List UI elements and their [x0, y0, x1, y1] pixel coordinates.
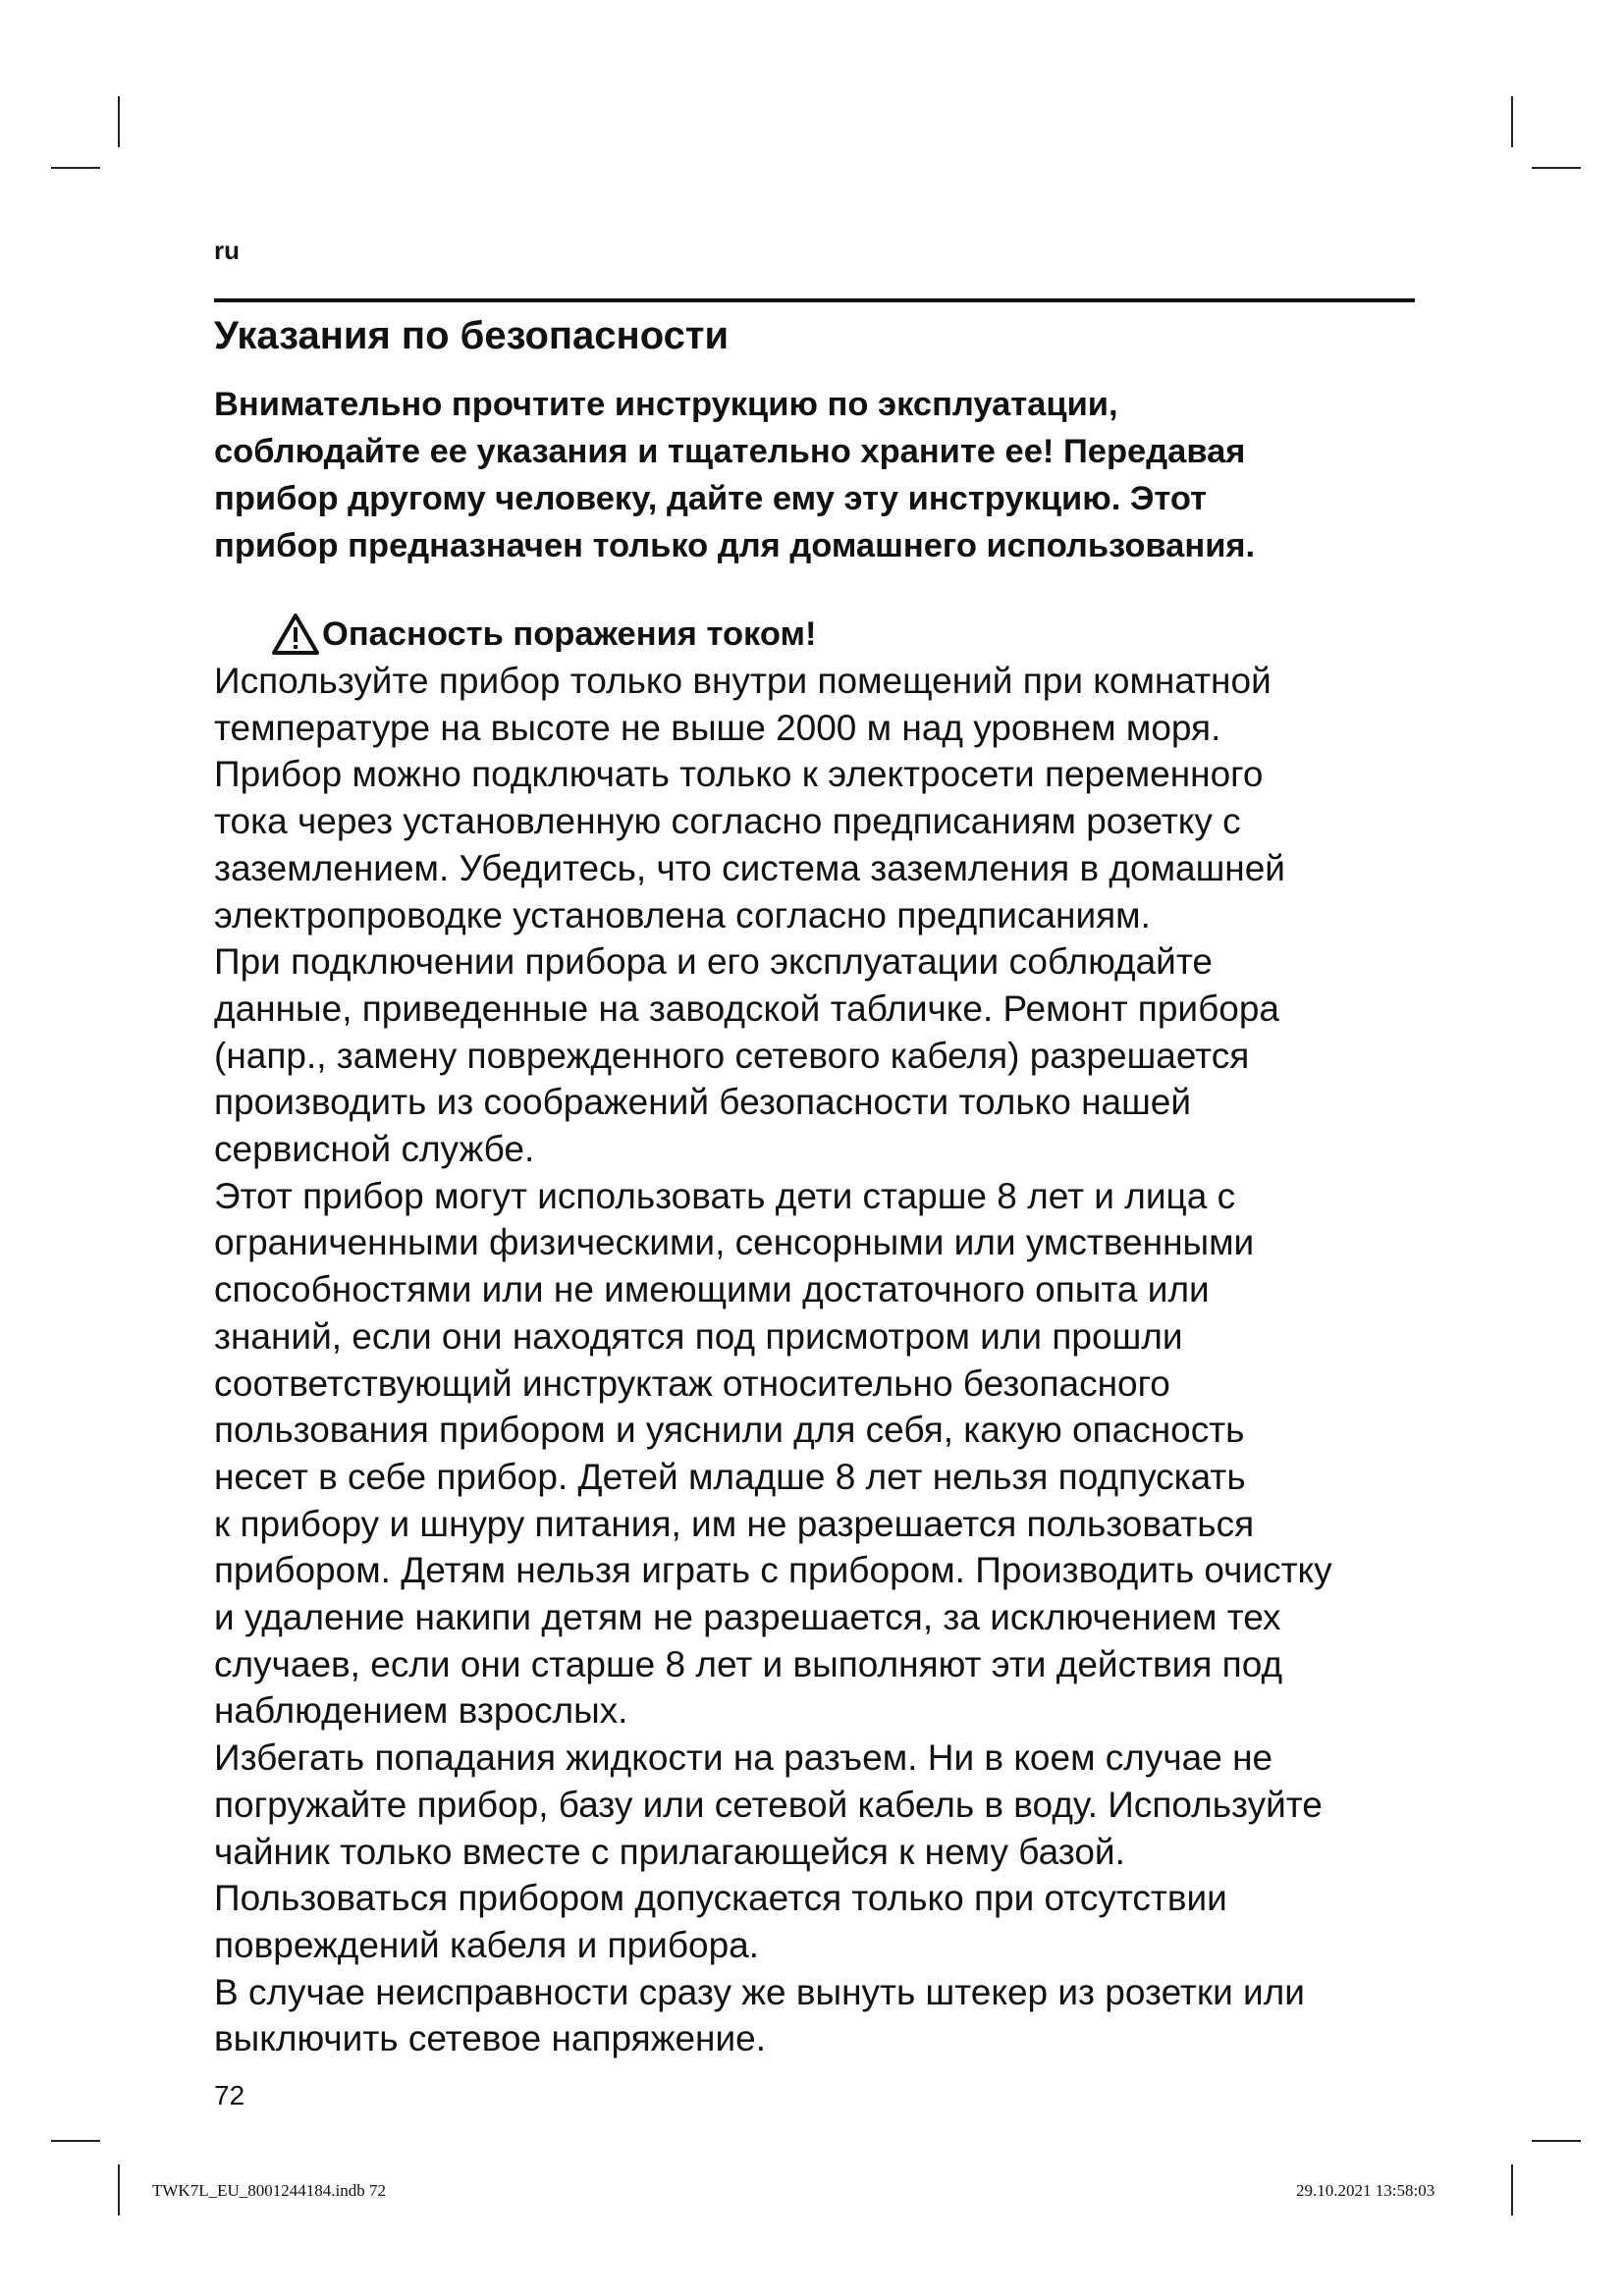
header-rule — [214, 298, 1415, 302]
body-line: Этот прибор могут использовать дети старше 8 лет и лица с — [214, 1175, 1236, 1216]
warning-heading — [271, 611, 816, 658]
warning-triangle-icon — [271, 613, 320, 656]
intro-paragraph — [214, 381, 1432, 569]
body-line: повреждений кабеля и прибора. — [214, 1924, 760, 1965]
crop-mark-top-left-vertical — [118, 96, 120, 147]
crop-mark-bottom-left-vertical — [118, 2164, 120, 2216]
language-tag: ru — [214, 236, 240, 265]
body-line: сервисной службе. — [214, 1129, 535, 1170]
body-line: Избегать попадания жидкости на разъем. Ни в коем случае не — [214, 1737, 1273, 1779]
body-line: и удаление накипи детям не разрешается, за исключением тех — [214, 1597, 1281, 1638]
warning-text: Опасность поражения током! — [322, 615, 817, 653]
body-line: погружайте прибор, базу или сетевой кабель в воду. Используйте — [214, 1784, 1323, 1825]
body-line: к прибору и шнуру питания, им не разрешается пользоваться — [214, 1503, 1255, 1544]
body-line: чайник только вместе с прилагающейся к нему базой. — [214, 1831, 1125, 1872]
page-number: 72 — [214, 2080, 245, 2110]
body-line: тока через установленную согласно предписаниям розетку с — [214, 801, 1241, 842]
footer-timestamp: 29.10.2021 13:58:03 — [1296, 2181, 1435, 2200]
crop-mark-top-left-horizontal — [51, 167, 100, 169]
intro-line: Внимательно прочтите инструкцию по эксплуатации, — [214, 386, 1118, 423]
body-line: выключить сетевое напряжение. — [214, 2018, 766, 2059]
body-line: прибором. Детям нельзя играть с прибором. Производить очистку — [214, 1550, 1332, 1591]
section-title: Указания по безопасности — [214, 314, 730, 357]
body-line: знаний, если они находятся под присмотром или прошли — [214, 1315, 1183, 1357]
body-line: заземлением. Убедитесь, что система заземления в домашней — [214, 847, 1285, 888]
footer-file-info: TWK7L_EU_8001244184.indb 72 — [152, 2181, 386, 2200]
body-line: Используйте прибор только внутри помещений при комнатной — [214, 661, 1272, 701]
crop-mark-bottom-right-vertical — [1511, 2164, 1513, 2216]
body-line: случаев, если они старше 8 лет и выполняют эти действия под — [214, 1643, 1283, 1684]
body-line: способностями или не имеющими достаточного опыта или — [214, 1269, 1210, 1310]
body-line: соответствующий инструктаж относительно безопасного — [214, 1362, 1170, 1404]
crop-mark-top-right-horizontal — [1532, 167, 1581, 169]
body-line: электропроводке установлена согласно предписаниям. — [214, 894, 1151, 935]
body-line: ограниченными физическими, сенсорными или умственными — [214, 1222, 1255, 1263]
intro-line: прибор другому человеку, дайте ему эту инструкцию. Этот — [214, 480, 1207, 517]
body-line: данные, приведенные на заводской табличке. Ремонт прибора — [214, 988, 1280, 1029]
safety-instructions-body — [214, 658, 1441, 2062]
body-line: несет в себе прибор. Детей младше 8 лет нельзя подпускать — [214, 1456, 1246, 1497]
body-line: Пользоваться прибором допускается только при отсутствии — [214, 1878, 1227, 1919]
body-line: При подключении прибора и его эксплуатации соблюдайте — [214, 941, 1213, 983]
body-line: (напр., замену поврежденного сетевого кабеля) разрешается — [214, 1035, 1250, 1076]
body-line: наблюдением взрослых. — [214, 1690, 628, 1732]
crop-mark-bottom-right-horizontal — [1532, 2140, 1581, 2142]
body-line: температуре на высоте не выше 2000 м над уровнем моря. — [214, 707, 1221, 748]
body-line: Прибор можно подключать только к электросети переменного — [214, 754, 1264, 795]
body-line: В случае неисправности сразу же вынуть штекер из розетки или — [214, 1971, 1305, 2012]
crop-mark-top-right-vertical — [1511, 96, 1513, 147]
intro-line: соблюдайте ее указания и тщательно храните ее! Передавая — [214, 433, 1246, 470]
body-line: производить из соображений безопасности только нашей — [214, 1082, 1192, 1123]
crop-mark-bottom-left-horizontal — [51, 2140, 100, 2142]
intro-line: прибор предназначен только для домашнего использования. — [214, 527, 1256, 564]
body-line: пользования прибором и уяснили для себя, какую опасность — [214, 1410, 1245, 1451]
